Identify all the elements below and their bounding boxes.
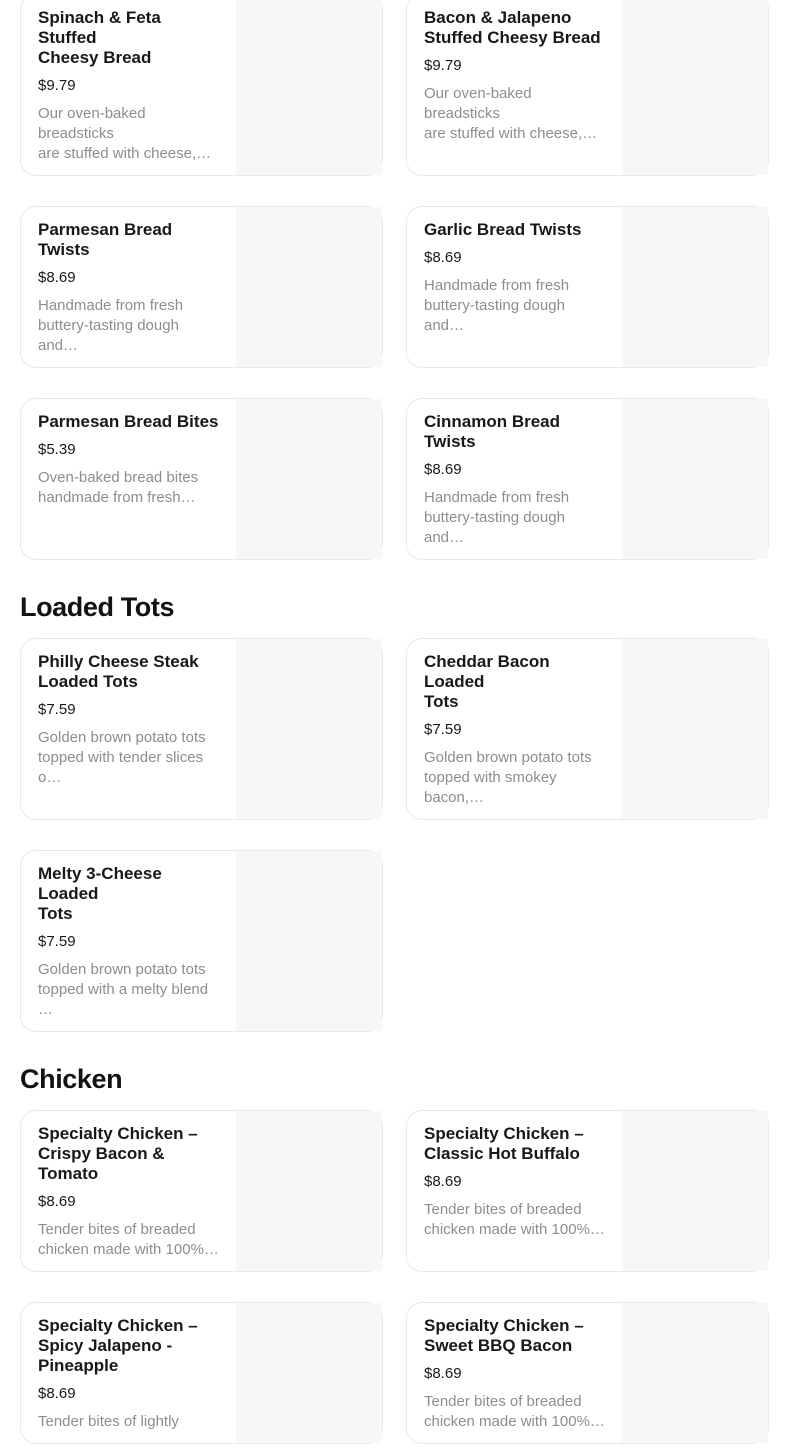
item-description-line: Our oven-baked breadsticks: [424, 85, 532, 122]
item-description-line: chicken made with 100%…: [424, 1221, 605, 1238]
item-description-line: are stuffed with cheese,…: [424, 125, 598, 142]
item-title-line: Tots: [38, 904, 73, 923]
item-description-line: Handmade from fresh: [38, 297, 184, 314]
item-price: $9.79: [38, 77, 76, 94]
item-title-line: Tots: [424, 692, 459, 711]
item-title-line: Loaded Tots: [38, 672, 138, 691]
item-image-placeholder: [622, 399, 768, 559]
item-title-line: Philly Cheese Steak: [38, 652, 199, 671]
item-price: $8.69: [424, 461, 462, 478]
section-grid: [20, 0, 769, 560]
item-image-placeholder: [622, 0, 768, 175]
item-description: [424, 1200, 608, 1240]
item-price: $7.59: [38, 701, 76, 718]
item-title-line: Cinnamon Bread Twists: [424, 412, 561, 451]
item-title-line: Sweet BBQ Bacon: [424, 1336, 573, 1355]
menu-section: [20, 590, 769, 1032]
menu-item-card[interactable]: [406, 1302, 769, 1444]
menu-section: [20, 1062, 769, 1444]
menu-item-info: [21, 0, 236, 175]
item-title: [38, 1316, 222, 1376]
item-description: [38, 728, 222, 788]
item-image-placeholder: [622, 639, 768, 819]
item-image-placeholder: [236, 207, 382, 367]
item-description: [38, 468, 222, 508]
item-price: $7.59: [424, 721, 462, 738]
menu-item-info: [21, 1111, 236, 1271]
menu-item-card[interactable]: [406, 206, 769, 368]
item-image-placeholder: [236, 0, 382, 175]
item-description: [424, 276, 608, 336]
item-title-line: Crispy Bacon & Tomato: [38, 1144, 165, 1183]
item-title-line: Specialty Chicken –: [38, 1316, 198, 1335]
item-title-line: Parmesan Bread Twists: [38, 220, 173, 259]
item-description-line: Tender bites of lightly: [38, 1413, 179, 1430]
menu-item-card[interactable]: [20, 398, 383, 560]
item-description-line: Handmade from fresh: [424, 277, 570, 294]
item-description-line: chicken made with 100%…: [424, 1413, 605, 1430]
item-title: [38, 864, 222, 924]
menu-item-info: [407, 399, 622, 559]
item-title-line: Specialty Chicken –: [424, 1124, 584, 1143]
item-price: $7.59: [38, 933, 76, 950]
item-description-line: topped with smokey bacon,…: [424, 769, 557, 806]
menu-item-card[interactable]: [20, 1302, 383, 1444]
menu-item-info: [21, 851, 236, 1031]
item-title: [424, 220, 608, 240]
item-description: [38, 1412, 222, 1432]
item-price: $8.69: [38, 1385, 76, 1402]
menu-item-card[interactable]: [406, 0, 769, 176]
item-description: [424, 748, 608, 808]
item-description: [38, 296, 222, 356]
menu-section: [20, 0, 769, 560]
item-title-line: Cheesy Bread: [38, 48, 152, 67]
item-title: [38, 652, 222, 692]
item-description: [424, 84, 608, 144]
item-image-placeholder: [622, 1111, 768, 1271]
item-description: [38, 104, 222, 164]
section-heading: Loaded Tots: [20, 592, 175, 622]
item-description-line: handmade from fresh…: [38, 489, 196, 506]
item-description-line: Golden brown potato tots: [424, 749, 592, 766]
item-description-line: Tender bites of breaded: [424, 1201, 582, 1218]
item-description: [38, 960, 222, 1020]
item-title-line: Garlic Bread Twists: [424, 220, 582, 239]
menu-item-info: [21, 1303, 236, 1443]
item-title-line: Bacon & Jalapeno: [424, 8, 572, 27]
item-image-placeholder: [622, 207, 768, 367]
item-title-line: Cheddar Bacon Loaded: [424, 652, 550, 691]
item-description-line: buttery-tasting dough and…: [38, 317, 179, 354]
item-title-line: Parmesan Bread Bites: [38, 412, 219, 431]
item-title-line: Specialty Chicken –: [424, 1316, 584, 1335]
item-title-line: Classic Hot Buffalo: [424, 1144, 580, 1163]
item-title-line: Spicy Jalapeno -: [38, 1336, 173, 1355]
item-description-line: Golden brown potato tots: [38, 961, 206, 978]
menu-item-card[interactable]: [20, 850, 383, 1032]
item-description-line: Handmade from fresh: [424, 489, 570, 506]
item-title: [38, 1124, 222, 1184]
menu-item-card[interactable]: [406, 1110, 769, 1272]
item-description: [424, 488, 608, 548]
menu-item-card[interactable]: [20, 1110, 383, 1272]
item-description-line: topped with tender slices o…: [38, 749, 204, 786]
item-description: [424, 1392, 608, 1432]
item-description-line: Our oven-baked breadsticks: [38, 105, 146, 142]
menu-item-info: [407, 639, 622, 819]
item-title: [424, 1316, 608, 1356]
menu-item-info: [21, 639, 236, 819]
item-description: [38, 1220, 222, 1260]
item-title: [38, 412, 222, 432]
item-price: $5.39: [38, 441, 76, 458]
menu-item-card[interactable]: [20, 638, 383, 820]
menu-item-info: [407, 1303, 622, 1443]
item-description-line: are stuffed with cheese,…: [38, 145, 212, 162]
menu-item-info: [407, 207, 622, 367]
menu-item-info: [407, 0, 622, 175]
item-description-line: Tender bites of breaded: [38, 1221, 196, 1238]
menu-item-info: [21, 399, 236, 559]
menu-item-info: [407, 1111, 622, 1271]
item-image-placeholder: [236, 1303, 382, 1443]
item-title-line: Stuffed Cheesy Bread: [424, 28, 601, 47]
item-price: $8.69: [424, 249, 462, 266]
item-price: $8.69: [424, 1173, 462, 1190]
item-price: $8.69: [424, 1365, 462, 1382]
item-description-line: topped with a melty blend …: [38, 981, 209, 1018]
item-title: [424, 8, 608, 48]
item-title: [38, 8, 222, 68]
item-title-line: Spinach & Feta Stuffed: [38, 8, 161, 47]
item-image-placeholder: [236, 1111, 382, 1271]
section-grid: [20, 638, 769, 1032]
item-title: [38, 220, 222, 260]
item-price: $8.69: [38, 1193, 76, 1210]
menu-item-card[interactable]: [406, 638, 769, 820]
section-heading: Chicken: [20, 1064, 123, 1094]
menu-item-card[interactable]: [20, 206, 383, 368]
item-title-line: Melty 3-Cheese Loaded: [38, 864, 162, 903]
item-title: [424, 1124, 608, 1164]
item-price: $8.69: [38, 269, 76, 286]
item-title: [424, 652, 608, 712]
item-title-line: Pineapple: [38, 1356, 119, 1375]
item-description-line: buttery-tasting dough and…: [424, 297, 565, 334]
item-description-line: Tender bites of breaded: [424, 1393, 582, 1410]
item-description-line: chicken made with 100%…: [38, 1241, 219, 1258]
item-image-placeholder: [622, 1303, 768, 1443]
section-grid: [20, 1110, 769, 1444]
item-description-line: Golden brown potato tots: [38, 729, 206, 746]
item-title: [424, 412, 608, 452]
item-image-placeholder: [236, 399, 382, 559]
item-price: $9.79: [424, 57, 462, 74]
menu-item-card[interactable]: [406, 398, 769, 560]
menu-item-info: [21, 207, 236, 367]
item-description-line: Oven-baked bread bites: [38, 469, 199, 486]
item-description-line: buttery-tasting dough and…: [424, 509, 565, 546]
item-title-line: Specialty Chicken –: [38, 1124, 198, 1143]
item-image-placeholder: [236, 851, 382, 1031]
menu-item-card[interactable]: [20, 0, 383, 176]
item-image-placeholder: [236, 639, 382, 819]
